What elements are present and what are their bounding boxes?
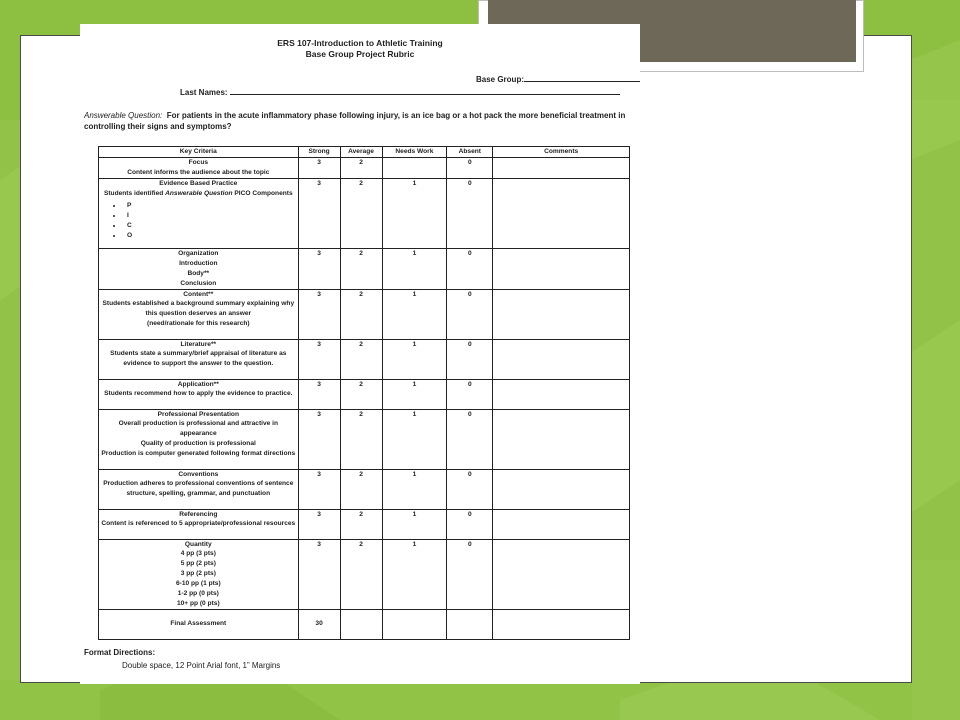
table-row	[99, 409, 630, 469]
desc-part: PICO Components	[232, 189, 293, 197]
comments-cell	[493, 409, 630, 469]
criteria-line: 4 pp (3 pts)	[180, 550, 216, 558]
score-absent: 0	[447, 289, 493, 339]
comments-cell	[493, 609, 630, 639]
table-row	[99, 339, 630, 379]
score-needs-work: 1	[382, 178, 447, 248]
criteria-line: 6-10 pp (1 pts)	[175, 580, 221, 588]
list-item: • P	[123, 201, 296, 211]
criteria-cell	[99, 609, 299, 639]
score-average: 2	[340, 379, 382, 409]
criteria-line: 1-2 pp (0 pts)	[177, 590, 219, 598]
score-strong: 3	[298, 339, 340, 379]
table-header-row	[99, 147, 630, 158]
criteria-cell	[99, 248, 299, 289]
score-strong: 3	[298, 248, 340, 289]
score-strong: 3	[298, 379, 340, 409]
header-strong: Strong	[298, 147, 340, 158]
table-row	[99, 509, 630, 539]
criteria-cell	[99, 469, 299, 509]
score-absent: 0	[447, 248, 493, 289]
criteria-line: 3 pp (2 pts)	[180, 570, 216, 578]
score-strong: 3	[298, 509, 340, 539]
list-item: • O	[123, 231, 296, 241]
score-strong: 3	[298, 409, 340, 469]
score-absent: 0	[447, 178, 493, 248]
list-item: • I	[123, 211, 296, 221]
title-line-2: Base Group Project Rubric	[305, 49, 415, 59]
header-absent: Absent	[447, 147, 493, 158]
document-title	[80, 38, 640, 60]
score-strong: 3	[298, 539, 340, 609]
score-average: 2	[340, 469, 382, 509]
criteria-line: Body**	[187, 269, 210, 277]
last-names-field	[180, 87, 620, 97]
criteria-cell	[99, 339, 299, 379]
criteria-description	[101, 189, 296, 199]
score-average: 2	[340, 339, 382, 379]
header-average: Average	[340, 147, 382, 158]
criteria-description: Production adheres to professional conventions of sentence structure, spelling, grammar, and punctuation	[103, 480, 294, 498]
table-row	[99, 248, 630, 289]
header-comments: Comments	[493, 147, 630, 158]
score-needs-work: 1	[382, 248, 447, 289]
criteria-cell	[99, 289, 299, 339]
question-text: For patients in the acute inflammatory phase following injury, is an ice bag or a hot pack the more beneficial treatment in controlling their signs and symptoms?	[84, 111, 626, 131]
score-absent: 0	[447, 539, 493, 609]
score-needs-work: 1	[382, 509, 447, 539]
criteria-title: Final Assessment	[170, 620, 227, 628]
criteria-cell	[99, 539, 299, 609]
pico-list	[123, 201, 296, 241]
desc-emphasis: Answerable Question	[165, 189, 233, 197]
rubric-document	[80, 24, 640, 684]
table-row	[99, 289, 630, 339]
criteria-line: Introduction	[179, 259, 218, 267]
list-item: • C	[123, 221, 296, 231]
criteria-line: 5 pp (2 pts)	[180, 560, 216, 568]
question-label: Answerable Question:	[84, 111, 163, 120]
criteria-title: Quantity	[184, 540, 212, 548]
score-strong: 3	[298, 289, 340, 339]
last-names-line	[230, 87, 620, 95]
score-absent: 0	[447, 379, 493, 409]
title-line-1: ERS 107-Introduction to Athletic Training	[277, 38, 443, 48]
criteria-description: Content is referenced to 5 appropriate/professional resources	[101, 520, 296, 528]
comments-cell	[493, 539, 630, 609]
criteria-title: Literature**	[180, 340, 217, 348]
table-row	[99, 157, 630, 178]
criteria-description: Students recommend how to apply the evidence to practice.	[104, 390, 293, 398]
base-group-label: Base Group:	[475, 75, 524, 84]
criteria-line: 10+ pp (0 pts)	[176, 599, 220, 607]
criteria-line: Quality of production is professional	[140, 440, 256, 448]
rubric-table	[98, 146, 630, 640]
score-needs-work: 1	[382, 409, 447, 469]
score-needs-work: 1	[382, 339, 447, 379]
score-average	[340, 609, 382, 639]
comments-cell	[493, 178, 630, 248]
comments-cell	[493, 157, 630, 178]
desc-part: Students identified	[103, 189, 166, 197]
base-group-line	[524, 74, 640, 82]
criteria-title: Content**	[183, 290, 214, 298]
criteria-title: Professional Presentation	[157, 410, 239, 418]
score-absent: 0	[447, 409, 493, 469]
comments-cell	[493, 248, 630, 289]
criteria-title: Application**	[177, 380, 219, 388]
score-strong: 3	[298, 469, 340, 509]
answerable-question	[84, 110, 636, 132]
comments-cell	[493, 509, 630, 539]
format-directions-heading: Format Directions:	[84, 648, 156, 657]
criteria-description: Students established a background summary explaining why this question deserves an answer	[102, 300, 295, 318]
criteria-description: Students state a summary/brief appraisal of literature as evidence to support the answer to the question.	[110, 350, 287, 368]
score-absent: 0	[447, 469, 493, 509]
criteria-line: Conclusion	[180, 279, 217, 287]
score-strong: 3	[298, 178, 340, 248]
header-key-criteria: Key Criteria	[99, 147, 299, 158]
comments-cell	[493, 339, 630, 379]
criteria-line: Overall production is professional and attractive in appearance	[118, 420, 278, 438]
header-needs-work: Needs Work	[382, 147, 447, 158]
criteria-title: Focus	[188, 158, 209, 166]
score-average: 2	[340, 409, 382, 469]
score-needs-work	[382, 609, 447, 639]
score-average: 2	[340, 539, 382, 609]
score-average: 2	[340, 157, 382, 178]
format-directions-text: Double space, 12 Point Arial font, 1” Margins	[122, 661, 281, 670]
score-absent: 0	[447, 339, 493, 379]
score-average: 2	[340, 289, 382, 339]
last-names-label: Last Names:	[180, 88, 228, 97]
score-strong: 30	[298, 609, 340, 639]
table-row	[99, 178, 630, 248]
score-absent	[447, 609, 493, 639]
score-needs-work: 1	[382, 539, 447, 609]
score-strong: 3	[298, 157, 340, 178]
score-average: 2	[340, 509, 382, 539]
table-row	[99, 379, 630, 409]
score-needs-work: 1	[382, 469, 447, 509]
comments-cell	[493, 379, 630, 409]
table-row	[99, 609, 630, 639]
criteria-description: Content informs the audience about the topic	[127, 168, 270, 176]
comments-cell	[493, 469, 630, 509]
criteria-line: Production is computer generated following format directions	[101, 450, 296, 458]
criteria-cell	[99, 178, 299, 248]
criteria-cell	[99, 157, 299, 178]
score-needs-work	[382, 157, 447, 178]
score-average: 2	[340, 178, 382, 248]
criteria-cell	[99, 379, 299, 409]
criteria-title: Referencing	[179, 510, 218, 518]
table-row	[99, 539, 630, 609]
criteria-cell	[99, 409, 299, 469]
criteria-title: Organization	[178, 249, 219, 257]
comments-cell	[493, 289, 630, 339]
table-row	[99, 469, 630, 509]
criteria-note: (need/rationale for this research)	[147, 320, 250, 328]
score-needs-work: 1	[382, 289, 447, 339]
base-group-field	[476, 74, 640, 84]
score-absent: 0	[447, 509, 493, 539]
criteria-title: Evidence Based Practice	[159, 179, 238, 187]
score-average: 2	[340, 248, 382, 289]
criteria-cell	[99, 509, 299, 539]
score-absent: 0	[447, 157, 493, 178]
score-needs-work: 1	[382, 379, 447, 409]
criteria-title: Conventions	[178, 470, 219, 478]
